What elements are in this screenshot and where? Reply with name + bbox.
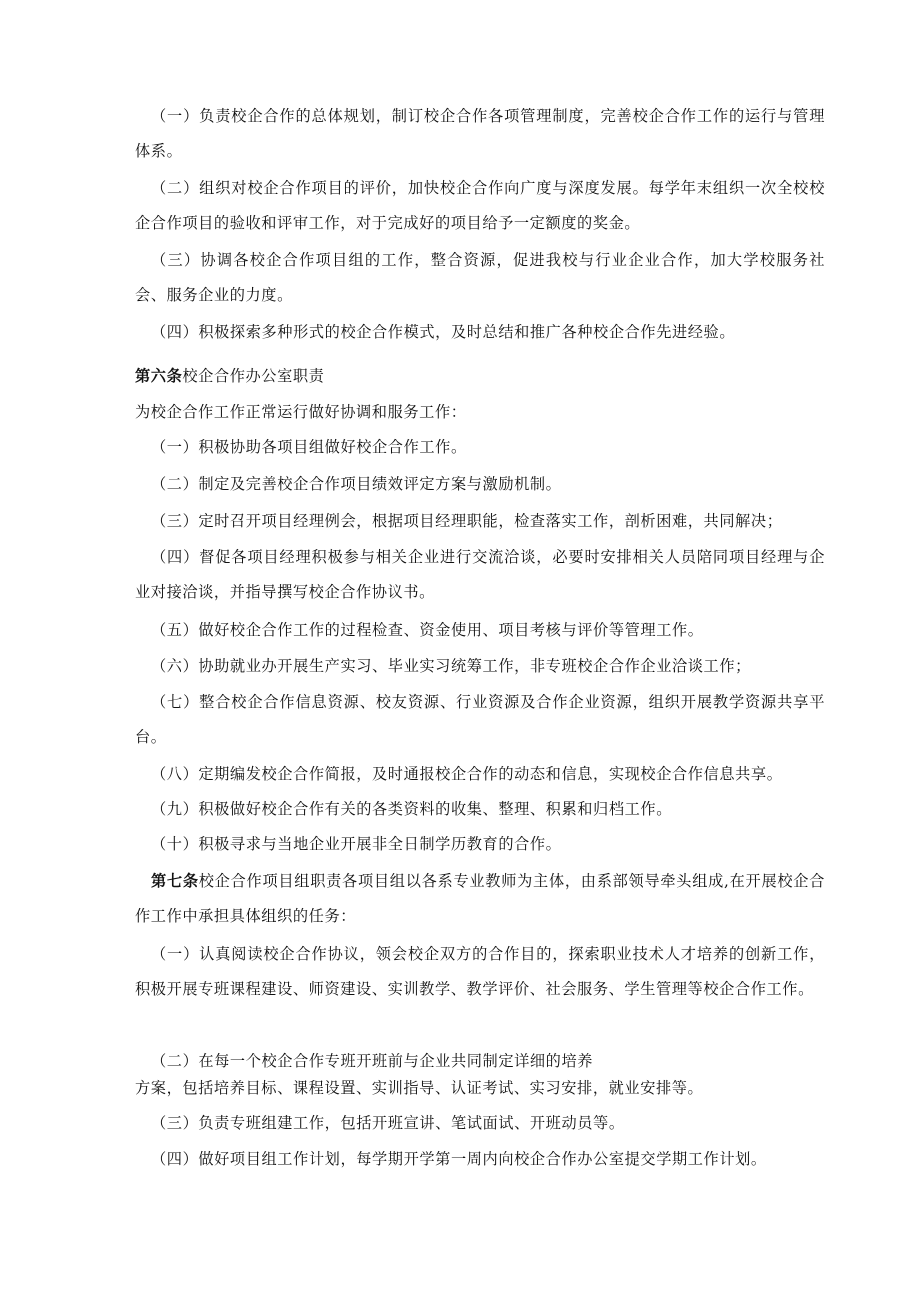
article-6-item-6: （六）协助就业办开展生产实习、毕业实习统筹工作，非专班校企合作企业洽谈工作； — [151, 657, 751, 675]
article-6-item-9: （九）积极做好校企合作有关的各类资料的收集、整理、积累和归档工作。 — [151, 800, 672, 818]
paragraph-4: （四）积极探索多种形式的校企合作模式，及时总结和推广各种校企合作先进经验。 — [151, 323, 736, 341]
article-6-heading — [135, 359, 825, 394]
article-6-item-2: （二）制定及完善校企合作项目绩效评定方案与激励机制。 — [151, 475, 562, 493]
article-6-item-10: （十）积极寻求与当地企业开展非全日制学历教育的合作。 — [151, 835, 562, 853]
article-6-item-1: （一）积极协助各项目组做好校企合作工作。 — [151, 438, 467, 456]
article-7-item-2: （二）在每一个校企合作专班开班前与企业共同制定详细的培养 — [151, 1052, 594, 1070]
paragraph-2: （二）组织对校企合作项目的评价，加快校企合作向广度与深度发展。每学年末组织一次全校校企合作项目的验收和评审工作，对于完成好的项目给予一定额度的奖金。 — [135, 179, 825, 232]
article-6-label: 第六条 — [135, 367, 183, 385]
article-7-item-2-cont: 方案，包括培养目标、课程设置、实训指导、认证考试、实习安排，就业安排等。 — [135, 1079, 704, 1097]
paragraph-3: （三）协调各校企合作项目组的工作，整合资源，促进我校与行业企业合作，加大学校服务社会、服务企业的力度。 — [135, 251, 825, 304]
article-7-item-1: （一）认真阅读校企合作协议，领会校企双方的合作目的，探索职业技术人才培养的创新工作，积极开展专班课程建设、师资建设、实训教学、教学评价、社会服务、学生管理等校企合作工作。 — [135, 945, 825, 998]
article-6-title: 校企合作办公室职责 — [182, 367, 325, 385]
article-7-item-4: （四）做好项目组工作计划，每学期开学第一周内向校企合作办公室提交学期工作计划。 — [151, 1150, 767, 1168]
article-6-item-3: （三）定时召开项目经理例会，根据项目经理职能，检查落实工作，剖析困难，共同解决； — [151, 512, 783, 530]
paragraph-1: （一）负责校企合作的总体规划，制订校企合作各项管理制度，完善校企合作工作的运行与管理体系。 — [135, 107, 825, 160]
article-6-item-8: （八）定期编发校企合作简报，及时通报校企合作的动态和信息，实现校企合作信息共享。 — [151, 765, 783, 783]
article-6-intro: 为校企合作工作正常运行做好协调和服务工作： — [135, 403, 467, 421]
article-6-item-7: （七）整合校企合作信息资源、校友资源、行业资源及合作企业资源，组织开展教学资源共享平台。 — [135, 693, 825, 746]
article-7-label: 第七条 — [151, 872, 199, 890]
article-7-item-3: （三）负责专班组建工作，包括开班宣讲、笔试面试、开班动员等。 — [151, 1114, 625, 1132]
article-7-heading — [135, 864, 825, 934]
article-6-item-5: （五）做好校企合作工作的过程检查、资金使用、项目考核与评价等管理工作。 — [151, 621, 704, 639]
article-7-title: 校企合作项目组职责各项目组以各系专业教师为主体，由系部领导牵头组成,在开展校企合作工作中承担具体组织的任务： — [135, 872, 825, 925]
article-6-item-4: （四）督促各项目经理积极参与相关企业进行交流洽谈，必要时安排相关人员陪同项目经理与企业对接洽谈，并指导撰写校企合作协议书。 — [135, 548, 825, 601]
